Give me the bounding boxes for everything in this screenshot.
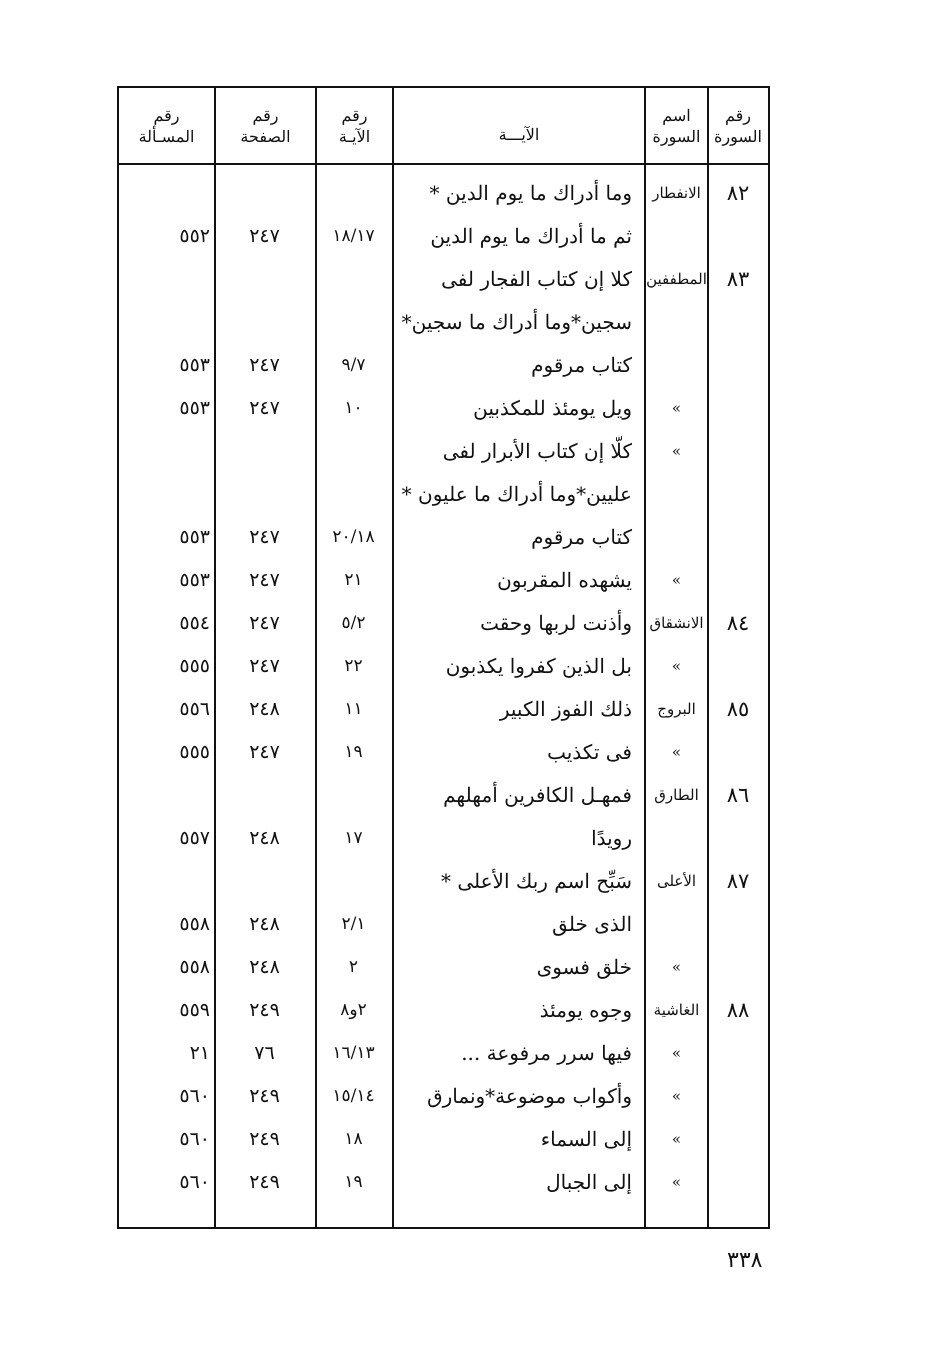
header-ayah: [394, 88, 644, 163]
issue-number-cell: ٥٦٠: [179, 1127, 210, 1150]
header-line: السورة: [652, 126, 701, 146]
ayah-text-cell: سَبِّح اسم ربك الأعلى *: [440, 868, 632, 893]
ayah-text-cell: إلى السماء: [540, 1126, 632, 1151]
table-row: [119, 300, 768, 343]
ayah-text-cell: وأذنت لربها وحقت: [480, 610, 632, 635]
ayah-text-cell: فى تكذيب: [547, 739, 632, 764]
header-line: رقم: [341, 105, 368, 125]
ayah-number-cell: ٢و٨: [340, 999, 367, 1020]
table-row: [119, 515, 768, 558]
issue-number-cell: [119, 257, 214, 300]
issue-number-cell: ٥٦٠: [179, 1170, 210, 1193]
ayah-number-cell: [315, 429, 392, 472]
sura-name-cell: »: [671, 398, 682, 417]
ayah-number-cell: [315, 472, 392, 515]
ayah-number-cell: ٢٢: [344, 655, 363, 676]
sura-number-cell: [707, 1074, 769, 1117]
ayah-text-cell: ويل يومئذ للمكذبين: [473, 395, 632, 420]
sura-name-cell: [646, 300, 707, 343]
ayah-text-cell: الذى خلق: [552, 911, 632, 936]
sura-name-cell: »: [671, 1086, 682, 1105]
page-number-cell: [214, 300, 315, 343]
page-number-cell: [214, 472, 315, 515]
header-issue-number: [119, 88, 214, 163]
header-line: المسـألة: [138, 126, 195, 146]
header-line: الآيـــة: [498, 125, 540, 144]
sura-name-cell: الطارق: [654, 785, 699, 804]
sura-name-cell: »: [671, 1172, 682, 1191]
issue-number-cell: [119, 472, 214, 515]
header-line: رقم: [724, 105, 752, 125]
ayah-text-cell: كلا إن كتاب الفجار لفى: [441, 266, 632, 291]
header-divider: [119, 163, 768, 165]
ayah-number-cell: [315, 773, 392, 816]
ayah-text-cell: سجين*وما أدراك ما سجين*: [401, 309, 632, 334]
page-number-cell: [214, 171, 315, 214]
ayah-text-cell: كتاب مرقوم: [531, 352, 632, 377]
header-line: رقم: [252, 105, 279, 125]
ayah-number-cell: ٢: [348, 956, 359, 977]
issue-number-cell: ٢١: [189, 1041, 210, 1064]
sura-number-cell: [707, 644, 769, 687]
ayah-number-cell: [315, 859, 392, 902]
ayah-text-cell: كلّا إن كتاب الأبرار لفى: [442, 438, 632, 463]
ayah-number-cell: ٥/٢: [341, 612, 366, 633]
ayah-number-cell: ١٨/١٧: [332, 225, 375, 246]
issue-number-cell: [119, 429, 214, 472]
ayah-number-cell: ١١: [344, 698, 363, 719]
sura-number-cell: [707, 472, 769, 515]
page-number-cell: ٢٤٨: [249, 912, 280, 935]
ayah-number-cell: ١٥/١٤: [332, 1085, 375, 1106]
ayah-text-cell: فيها سرر مرفوعة ...: [461, 1040, 632, 1065]
issue-number-cell: ٥٥٨: [179, 912, 210, 935]
sura-number-cell: [707, 558, 769, 601]
sura-number-cell: ٨٤: [726, 610, 750, 635]
sura-number-cell: [707, 386, 769, 429]
ayah-number-cell: ١٠: [344, 397, 363, 418]
sura-name-cell: »: [671, 1043, 682, 1062]
sura-number-cell: [707, 1031, 769, 1074]
table-row: [119, 472, 768, 515]
sura-number-cell: [707, 902, 769, 945]
issue-number-cell: ٥٥٩: [179, 998, 210, 1021]
table-row: [119, 171, 768, 214]
page-number-cell: ٢٤٧: [249, 353, 280, 376]
sura-number-cell: [707, 300, 769, 343]
page-number-cell: ٢٤٩: [249, 1127, 280, 1150]
sura-number-cell: ٨٢: [726, 180, 750, 205]
ayah-number-cell: [315, 257, 392, 300]
page-number-cell: ٢٤٨: [249, 826, 280, 849]
sura-name-cell: [646, 214, 707, 257]
sura-number-cell: [707, 816, 769, 859]
sura-number-cell: [707, 730, 769, 773]
sura-name-cell: الغاشية: [653, 1000, 700, 1019]
sura-number-cell: [707, 515, 769, 558]
header-line: اسم: [662, 105, 691, 125]
ayah-number-cell: ١٩: [344, 1171, 363, 1192]
sura-number-cell: [707, 1117, 769, 1160]
ayah-number-cell: ١٨: [344, 1128, 363, 1149]
issue-number-cell: ٥٥٧: [179, 826, 210, 849]
ayah-text-cell: كتاب مرقوم: [531, 524, 632, 549]
table-row: [119, 730, 768, 773]
page-number-cell: ٢٤٧: [249, 654, 280, 677]
page-number-cell: [214, 773, 315, 816]
page-number-cell: ٢٤٩: [249, 998, 280, 1021]
page-number-cell: ٢٤٨: [249, 955, 280, 978]
sura-number-cell: ٨٥: [726, 696, 750, 721]
sura-name-cell: الأعلى: [656, 871, 697, 890]
table-row: [119, 1117, 768, 1160]
ayah-number-cell: ٢٠/١٨: [332, 526, 375, 547]
sura-name-cell: »: [671, 570, 682, 589]
table-row: [119, 816, 768, 859]
header-page-number: [216, 88, 315, 163]
issue-number-cell: ٥٥٨: [179, 955, 210, 978]
table-row: [119, 429, 768, 472]
sura-name-cell: الانفطار: [652, 183, 701, 202]
page-number-cell: [214, 859, 315, 902]
sura-number-cell: [707, 343, 769, 386]
issue-number-cell: ٥٥٣: [179, 525, 210, 548]
issue-number-cell: [119, 859, 214, 902]
table-row: [119, 644, 768, 687]
ayah-number-cell: ١٧: [344, 827, 363, 848]
sura-number-cell: ٨٧: [726, 868, 750, 893]
sura-number-cell: [707, 945, 769, 988]
sura-number-cell: ٨٦: [726, 782, 750, 807]
ayah-text-cell: ذلك الفوز الكبير: [499, 696, 632, 721]
page-number-cell: ٢٤٧: [249, 611, 280, 634]
sura-name-cell: الانشقاق: [649, 613, 704, 632]
sura-name-cell: المطففين: [646, 269, 707, 288]
issue-number-cell: [119, 773, 214, 816]
ayah-text-cell: يشهده المقربون: [497, 567, 632, 592]
table-row: [119, 859, 768, 902]
page-number-cell: ٢٤٨: [249, 697, 280, 720]
ayah-text-cell: وأكواب موضوعة*ونمارق: [427, 1083, 632, 1108]
sura-name-cell: [646, 343, 707, 386]
ayah-text-cell: رويدًا: [591, 825, 632, 850]
table-row: [119, 687, 768, 730]
table-row: [119, 558, 768, 601]
sura-name-cell: [646, 515, 707, 558]
page-number-cell: [214, 257, 315, 300]
ayah-number-cell: [315, 300, 392, 343]
ayah-number-cell: [315, 171, 392, 214]
ayah-text-cell: وجوه يومئذ: [539, 997, 632, 1022]
header-ayah-number: [317, 88, 392, 163]
issue-number-cell: ٥٥٢: [179, 224, 210, 247]
issue-number-cell: ٥٥٣: [179, 353, 210, 376]
header-line: الصفحة: [240, 126, 291, 146]
sura-name-cell: [646, 472, 707, 515]
page-number-cell: ٢٤٧: [249, 396, 280, 419]
page-number: ٣٣٨: [727, 1248, 763, 1273]
table-row: [119, 945, 768, 988]
table-row: [119, 214, 768, 257]
sura-name-cell: »: [671, 1129, 682, 1148]
ayah-text-cell: وما أدراك ما يوم الدين *: [429, 180, 632, 205]
ayah-number-cell: ٢١: [344, 569, 363, 590]
sura-number-cell: ٨٣: [726, 266, 750, 291]
page-number-cell: ٧٦: [254, 1041, 275, 1064]
ayah-number-cell: ٩/٧: [341, 354, 366, 375]
page-number-cell: [214, 429, 315, 472]
sura-name-cell: »: [671, 742, 682, 761]
sura-name-cell: [646, 816, 707, 859]
table-body: [119, 171, 768, 1203]
table-row: [119, 601, 768, 644]
header-sura-name: [646, 88, 707, 163]
ayah-number-cell: ٢/١: [341, 913, 366, 934]
ayah-text-cell: فمهـل الكافرين أمهلهم: [443, 782, 632, 807]
table-row: [119, 988, 768, 1031]
page-number-cell: ٢٤٧: [249, 568, 280, 591]
page-number-cell: ٢٤٧: [249, 525, 280, 548]
sura-name-cell: »: [671, 441, 682, 460]
table-row: [119, 902, 768, 945]
table-row: [119, 773, 768, 816]
table-row: [119, 1074, 768, 1117]
issue-number-cell: [119, 171, 214, 214]
table-row: [119, 1031, 768, 1074]
sura-name-cell: »: [671, 656, 682, 675]
issue-number-cell: ٥٥٤: [179, 611, 210, 634]
page-number-cell: ٢٤٧: [249, 740, 280, 763]
issue-number-cell: [119, 300, 214, 343]
ayah-text-cell: خلق فسوى: [536, 954, 632, 979]
sura-number-cell: ٨٨: [726, 997, 750, 1022]
table-row: [119, 343, 768, 386]
issue-number-cell: ٥٥٦: [179, 697, 210, 720]
sura-number-cell: [707, 429, 769, 472]
table-row: [119, 386, 768, 429]
header-line: السورة: [714, 126, 762, 146]
page-number-cell: ٢٤٩: [249, 1170, 280, 1193]
issue-number-cell: ٥٥٣: [179, 568, 210, 591]
header-line: رقم: [153, 105, 180, 125]
sura-name-cell: »: [671, 957, 682, 976]
ayah-text-cell: بل الذين كفروا يكذبون: [445, 653, 632, 678]
page-number-cell: ٢٤٧: [249, 224, 280, 247]
sura-name-cell: [646, 902, 707, 945]
sura-number-cell: [707, 214, 769, 257]
table-row: [119, 257, 768, 300]
issue-number-cell: ٥٥٥: [179, 740, 210, 763]
ayah-number-cell: ١٦/١٣: [332, 1042, 375, 1063]
ayah-text-cell: ثم ما أدراك ما يوم الدين: [430, 223, 632, 248]
table-row: [119, 1160, 768, 1203]
ayah-text-cell: عليين*وما أدراك ما عليون *: [401, 481, 632, 506]
header-line: الآيـة: [338, 126, 371, 146]
ayah-number-cell: ١٩: [344, 741, 363, 762]
page-number-cell: ٢٤٩: [249, 1084, 280, 1107]
ayah-text-cell: إلى الجبال: [546, 1169, 632, 1194]
header-sura-number: [707, 88, 769, 163]
sura-number-cell: [707, 1160, 769, 1203]
issue-number-cell: ٥٥٥: [179, 654, 210, 677]
sura-name-cell: البروج: [657, 699, 696, 718]
issue-number-cell: ٥٥٣: [179, 396, 210, 419]
issue-number-cell: ٥٦٠: [179, 1084, 210, 1107]
index-table: [117, 86, 770, 1229]
